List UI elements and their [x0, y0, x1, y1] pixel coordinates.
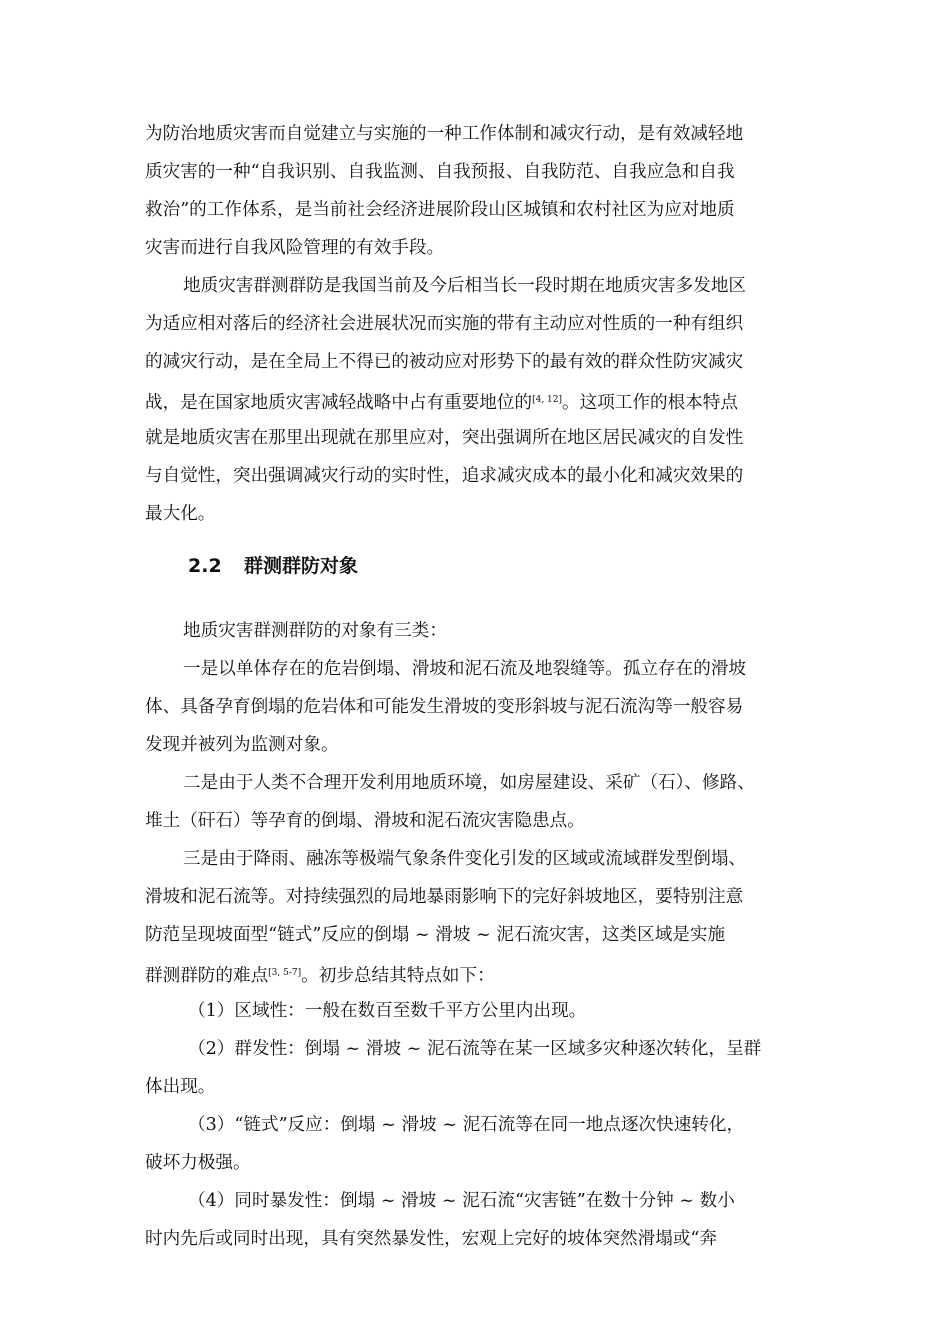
- feature-3-line-2: 破坏力极强。: [145, 1153, 251, 1173]
- para2-line-7: 最大化。: [145, 504, 216, 524]
- para2-line-5: 就是地质灾害在那里出现就在那里应对，突出强调所在地区居民减灾的自发性: [145, 428, 744, 448]
- para2-line-4-tail: 。这项工作的根本特点: [562, 393, 738, 413]
- feature-2-line-1: （2）群发性：倒塌 ~ 滑坡 ~ 泥石流等在某一区域多灾种逐次转化，呈群: [188, 1039, 762, 1059]
- intro-line-4: 灾害而进行自我风险管理的有效手段。: [145, 238, 445, 258]
- type3-line-3: 防范呈现坡面型“链式”反应的倒塌 ~ 滑坡 ~ 泥石流灾害，这类区域是实施: [145, 925, 726, 945]
- feature-1-line-1: （1）区域性：一般在数百至数千平方公里内出现。: [188, 1001, 587, 1021]
- type3-line-4-text: 群测群防的难点: [145, 966, 269, 986]
- type2-line-1: 二是由于人类不合理开发利用地质环境，如房屋建设、采矿（石）、修路、: [183, 773, 755, 793]
- section-number: 2.2: [188, 555, 222, 577]
- intro-line-3: 救治”的工作体系，是当前社会经济进展阶段山区城镇和农村社区为应对地质: [145, 200, 735, 220]
- para2-line-4: [145, 389, 825, 414]
- citation-3-5-7: [3, 5-7]: [268, 968, 302, 978]
- type1-line-2: 体、具备孕育倒塌的危岩体和可能发生滑坡的变形斜坡与泥石流沟等一般容易: [145, 697, 744, 717]
- section-heading: [188, 554, 358, 578]
- section-title: 群测群防对象: [244, 555, 359, 577]
- type1-line-3: 发现并被列为监测对象。: [145, 735, 339, 755]
- feature-2-line-2: 体出现。: [145, 1077, 216, 1097]
- para2-line-6: 与自觉性，突出强调减灾行动的实时性，追求减灾成本的最小化和减灾效果的: [145, 466, 744, 486]
- objects-intro: 地质灾害群测群防的对象有三类：: [183, 621, 447, 641]
- feature-3-line-1: （3）“链式”反应：倒塌 ~ 滑坡 ~ 泥石流等在同一地点逐次快速转化，: [188, 1115, 745, 1135]
- type3-line-1: 三是由于降雨、融冻等极端气象条件变化引发的区域或流域群发型倒塌、: [183, 849, 747, 869]
- para2-line-4-text: 战，是在国家地质灾害减轻战略中占有重要地位的: [145, 393, 533, 413]
- para2-line-2: 为适应相对落后的经济社会进展状况而实施的带有主动应对性质的一种有组织: [145, 314, 744, 334]
- citation-4-12: [4, 12]: [532, 395, 563, 405]
- type3-line-4: [145, 962, 825, 987]
- feature-4-line-2: 时内先后或同时出现，具有突然暴发性，宏观上完好的坡体突然滑塌或“奔: [145, 1229, 717, 1249]
- para2-line-3: 的减灾行动，是在全局上不得已的被动应对形势下的最有效的群众性防灾减灾: [145, 352, 744, 372]
- type1-line-1: 一是以单体存在的危岩倒塌、滑坡和泥石流及地裂缝等。孤立存在的滑坡: [183, 659, 747, 679]
- intro-line-2: 质灾害的一种“自我识别、自我监测、自我预报、自我防范、自我应急和自我: [145, 162, 735, 182]
- type2-line-2: 堆土（矸石）等孕育的倒塌、滑坡和泥石流灾害隐患点。: [145, 811, 585, 831]
- type3-line-2: 滑坡和泥石流等。对持续强烈的局地暴雨影响下的完好斜坡地区，要特别注意: [145, 887, 744, 907]
- para2-line-1: 地质灾害群测群防是我国当前及今后相当长一段时期在地质灾害多发地区: [183, 276, 747, 296]
- feature-4-line-1: （4）同时暴发性：倒塌 ~ 滑坡 ~ 泥石流“灾害链”在数十分钟 ~ 数小: [188, 1191, 735, 1211]
- type3-line-4-tail: 。初步总结其特点如下：: [301, 966, 495, 986]
- intro-line-1: 为防治地质灾害而自觉建立与实施的一种工作体制和减灾行动，是有效减轻地: [145, 124, 744, 144]
